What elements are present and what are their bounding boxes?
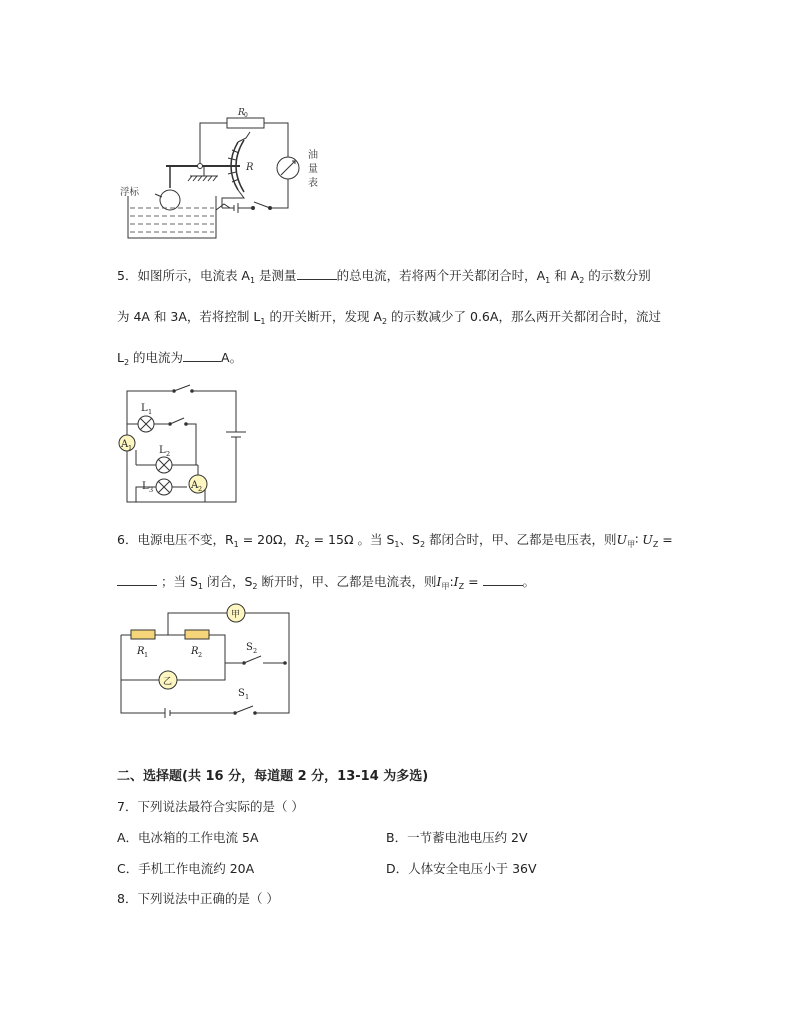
q7-option-a[interactable]: A．电冰箱的工作电流 5A (117, 830, 259, 845)
q7-option-d[interactable]: D．人体安全电压小于 36V (386, 861, 537, 876)
r0-sub: 0 (244, 112, 248, 119)
meter-label-2: 量 (308, 164, 318, 175)
l1-sub: 1 (148, 408, 153, 416)
l2-label: L (159, 445, 166, 456)
r-label: R (246, 162, 254, 173)
q5-blank-1[interactable] (297, 267, 337, 280)
q5-line-3: $L_2$ 的电流为 A。 (117, 350, 243, 367)
meter-label-3: 表 (308, 178, 318, 189)
q6-blank-2[interactable] (483, 573, 523, 586)
q5-line-2: 为 4A 和 3A，若将控制 $L_1$ 的开关断开，发现 $A_2$ 的示数减少了 0.6A，那么两开关都闭合时，流过 (117, 309, 661, 326)
s2-label: S (246, 642, 253, 653)
s2-sub: 2 (253, 647, 258, 655)
r1-label: R (137, 646, 145, 657)
yi-meter-label: 乙 (163, 677, 173, 687)
l3-label: L (142, 481, 149, 492)
q6-blank-1[interactable] (117, 573, 157, 586)
a1-label: A (121, 439, 129, 450)
q7-option-b[interactable]: B．一节蓄电池电压约 2V (386, 830, 528, 845)
q6-circuit-figure (115, 598, 295, 718)
q6-line-2: ；当 $S_1$ 闭合，$S_2$ 断开时，甲、乙都是电流表，则$I_甲:I_Z$ = 。 (117, 573, 535, 595)
q5-line-1: 5．如图所示，电流表 $A_1$ 是测量 的总电流，若将两个开关都闭合时，$A_1$ 和 $A_2$ 的示数分别 (117, 268, 651, 285)
meter-label-1: 油 (308, 150, 318, 161)
jia-meter-label: 甲 (231, 610, 241, 620)
q8-stem: 8．下列说法中正确的是（ ） (117, 891, 279, 906)
q6-line-1: 6．电源电压不变，$R_1 = 20\Omega$，$R_2 = 15\Omega$ 。当 $S_1$、$S_2$ 都闭合时，甲、乙都是电压表，则$U_甲∶$ $U_Z$ = (117, 532, 673, 549)
s1-sub: 1 (245, 693, 250, 701)
oil-gauge-figure (120, 98, 350, 243)
s1-label: S (238, 688, 245, 699)
a2-sub: 2 (198, 485, 203, 493)
q7-stem: 7．下列说法最符合实际的是（ ） (117, 799, 304, 814)
q5-circuit-figure (112, 380, 247, 508)
section-2-heading: 二、选择题(共 16 分，每道题 2 分，13-14 为多选) (117, 769, 429, 784)
r0-label: R (238, 108, 245, 118)
q5-blank-2[interactable] (183, 349, 221, 362)
a2-label: A (191, 480, 199, 491)
r1-sub: 1 (144, 651, 149, 659)
r2-label: R (191, 646, 199, 657)
q7-option-c[interactable]: C．手机工作电流约 20A (117, 861, 255, 876)
l1-label: L (141, 403, 148, 414)
float-label: 浮标 (120, 187, 140, 198)
l2-sub: 2 (166, 450, 171, 458)
r2-sub: 2 (198, 651, 203, 659)
l3-sub: 3 (149, 486, 154, 494)
a1-sub: 1 (128, 444, 133, 452)
